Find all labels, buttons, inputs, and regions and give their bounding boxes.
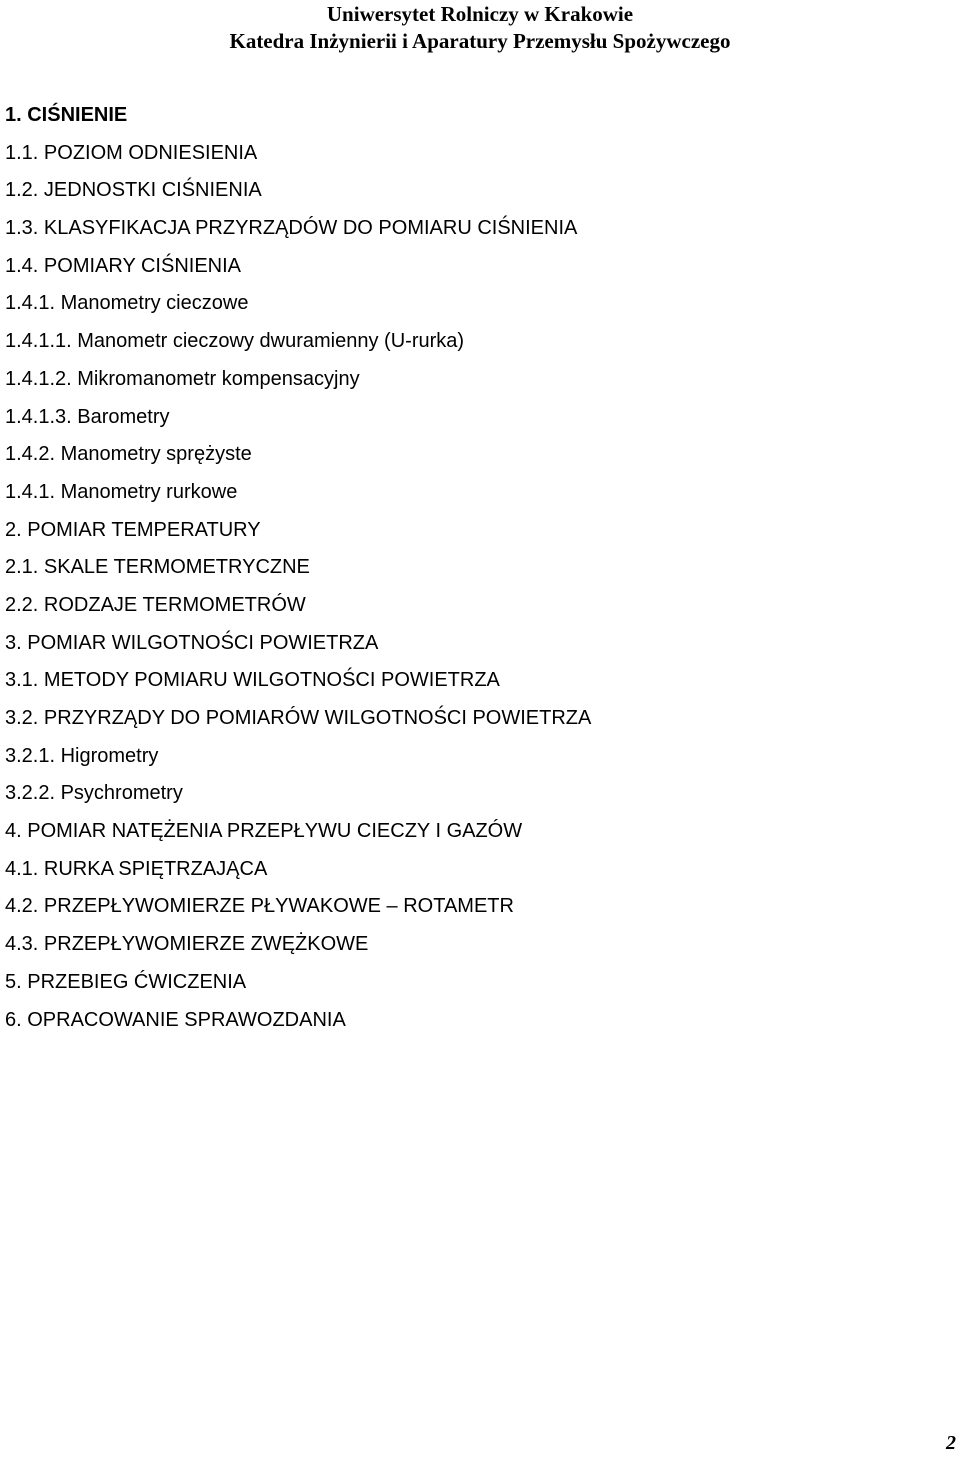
toc-entry: 3.1. METODY POMIARU WILGOTNOŚCI POWIETRZA	[5, 669, 500, 692]
toc-entry: 2. POMIAR TEMPERATURY	[5, 518, 261, 541]
toc-entry: 4.2. PRZEPŁYWOMIERZE PŁYWAKOWE – ROTAMETR	[5, 895, 514, 918]
toc-entry: 2.1. SKALE TERMOMETRYCZNE	[5, 556, 310, 579]
toc-entry: 4.1. RURKA SPIĘTRZAJĄCA	[5, 857, 268, 880]
department-name: Katedra Inżynierii i Aparatury Przemysłu Spożywczego	[229, 29, 731, 53]
toc-entry: 1.4. POMIARY CIŚNIENIA	[5, 254, 242, 277]
toc-entry: 1. CIŚNIENIE	[5, 104, 128, 126]
toc-entry: 1.4.1. Manometry cieczowe	[5, 292, 249, 315]
toc-entry: 1.2. JEDNOSTKI CIŚNIENIA	[5, 179, 262, 202]
table-of-contents	[5, 97, 591, 1039]
toc-entry: 4.3. PRZEPŁYWOMIERZE ZWĘŻKOWE	[5, 933, 369, 956]
toc-entry: 3.2.1. Higrometry	[5, 744, 159, 767]
toc-entry: 1.4.1. Manometry rurkowe	[5, 480, 238, 503]
toc-entry: 1.4.1.2. Mikromanometr kompensacyjny	[5, 367, 360, 390]
toc-entry: 1.1. POZIOM ODNIESIENIA	[5, 141, 258, 164]
page-number: 2	[946, 1432, 956, 1454]
toc-entry: 1.4.1.3. Barometry	[5, 405, 170, 428]
toc-entry: 4. POMIAR NATĘŻENIA PRZEPŁYWU CIECZY I GAZÓW	[5, 820, 523, 843]
toc-entry: 1.4.1.1. Manometr cieczowy dwuramienny (U-rurka)	[5, 330, 465, 353]
toc-entry: 2.2. RODZAJE TERMOMETRÓW	[5, 593, 306, 616]
toc-entry: 6. OPRACOWANIE SPRAWOZDANIA	[5, 1008, 346, 1031]
university-name: Uniwersytet Rolniczy w Krakowie	[326, 2, 634, 26]
toc-entry: 5. PRZEBIEG ĆWICZENIA	[5, 970, 247, 993]
toc-entry: 3. POMIAR WILGOTNOŚCI POWIETRZA	[5, 631, 379, 654]
toc-entry: 3.2. PRZYRZĄDY DO POMIARÓW WILGOTNOŚCI POWIETRZA	[5, 707, 592, 729]
page-header	[0, 0, 960, 55]
toc-entry: 1.3. KLASYFIKACJA PRZYRZĄDÓW DO POMIARU CIŚNIENIA	[5, 217, 578, 240]
toc-entry: 3.2.2. Psychrometry	[5, 782, 183, 805]
toc-entry: 1.4.2. Manometry sprężyste	[5, 443, 252, 466]
